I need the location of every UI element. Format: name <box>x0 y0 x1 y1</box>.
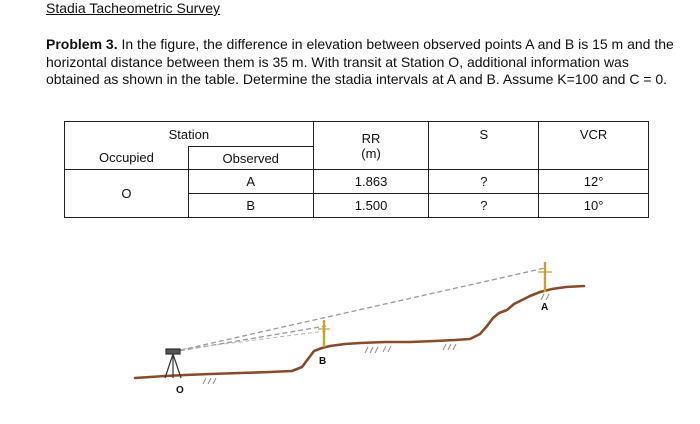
observed-cell: A <box>188 170 313 194</box>
sight-line-b <box>172 326 326 352</box>
vcr-cell: 12° <box>539 170 649 194</box>
rod-a-icon <box>538 262 552 292</box>
transit-icon <box>165 349 181 378</box>
rr-header-unit: (m) <box>361 145 381 161</box>
rr-cell: 1.500 <box>313 194 429 218</box>
problem-label: Problem 3. <box>46 36 118 52</box>
s-cell: ? <box>429 170 539 194</box>
problem-text: In the figure, the difference in elevation between observed points A and B is 15 m and the horizontal distance between them is 35 m. With transit at Station O, additional information was obtained as shown in the table. Determine the stadia intervals at A and B. Assume K=100 and C = 0. <box>46 36 674 87</box>
s-header: S <box>429 122 539 170</box>
observed-header: Observed <box>188 147 313 170</box>
observed-cell: B <box>188 194 313 218</box>
vcr-header: VCR <box>539 122 649 170</box>
occupied-station-cell: O <box>65 170 189 218</box>
figure-label-b: B <box>319 356 327 367</box>
vcr-cell: 10° <box>539 194 649 218</box>
sight-line-a <box>172 268 545 352</box>
station-header: Station <box>65 122 314 147</box>
ground-profile <box>135 286 584 378</box>
sight-lines <box>172 268 545 352</box>
occupied-header: Occupied <box>65 147 189 170</box>
rr-cell: 1.863 <box>313 170 429 194</box>
ground-hatch <box>203 294 549 384</box>
figure-label-a: A <box>541 302 549 313</box>
rod-b-icon <box>318 320 330 347</box>
s-cell: ? <box>429 194 539 218</box>
page-heading: Stadia Tacheometric Survey <box>46 0 221 16</box>
figure-label-o: O <box>176 385 184 396</box>
rr-header-label: RR <box>361 130 381 146</box>
